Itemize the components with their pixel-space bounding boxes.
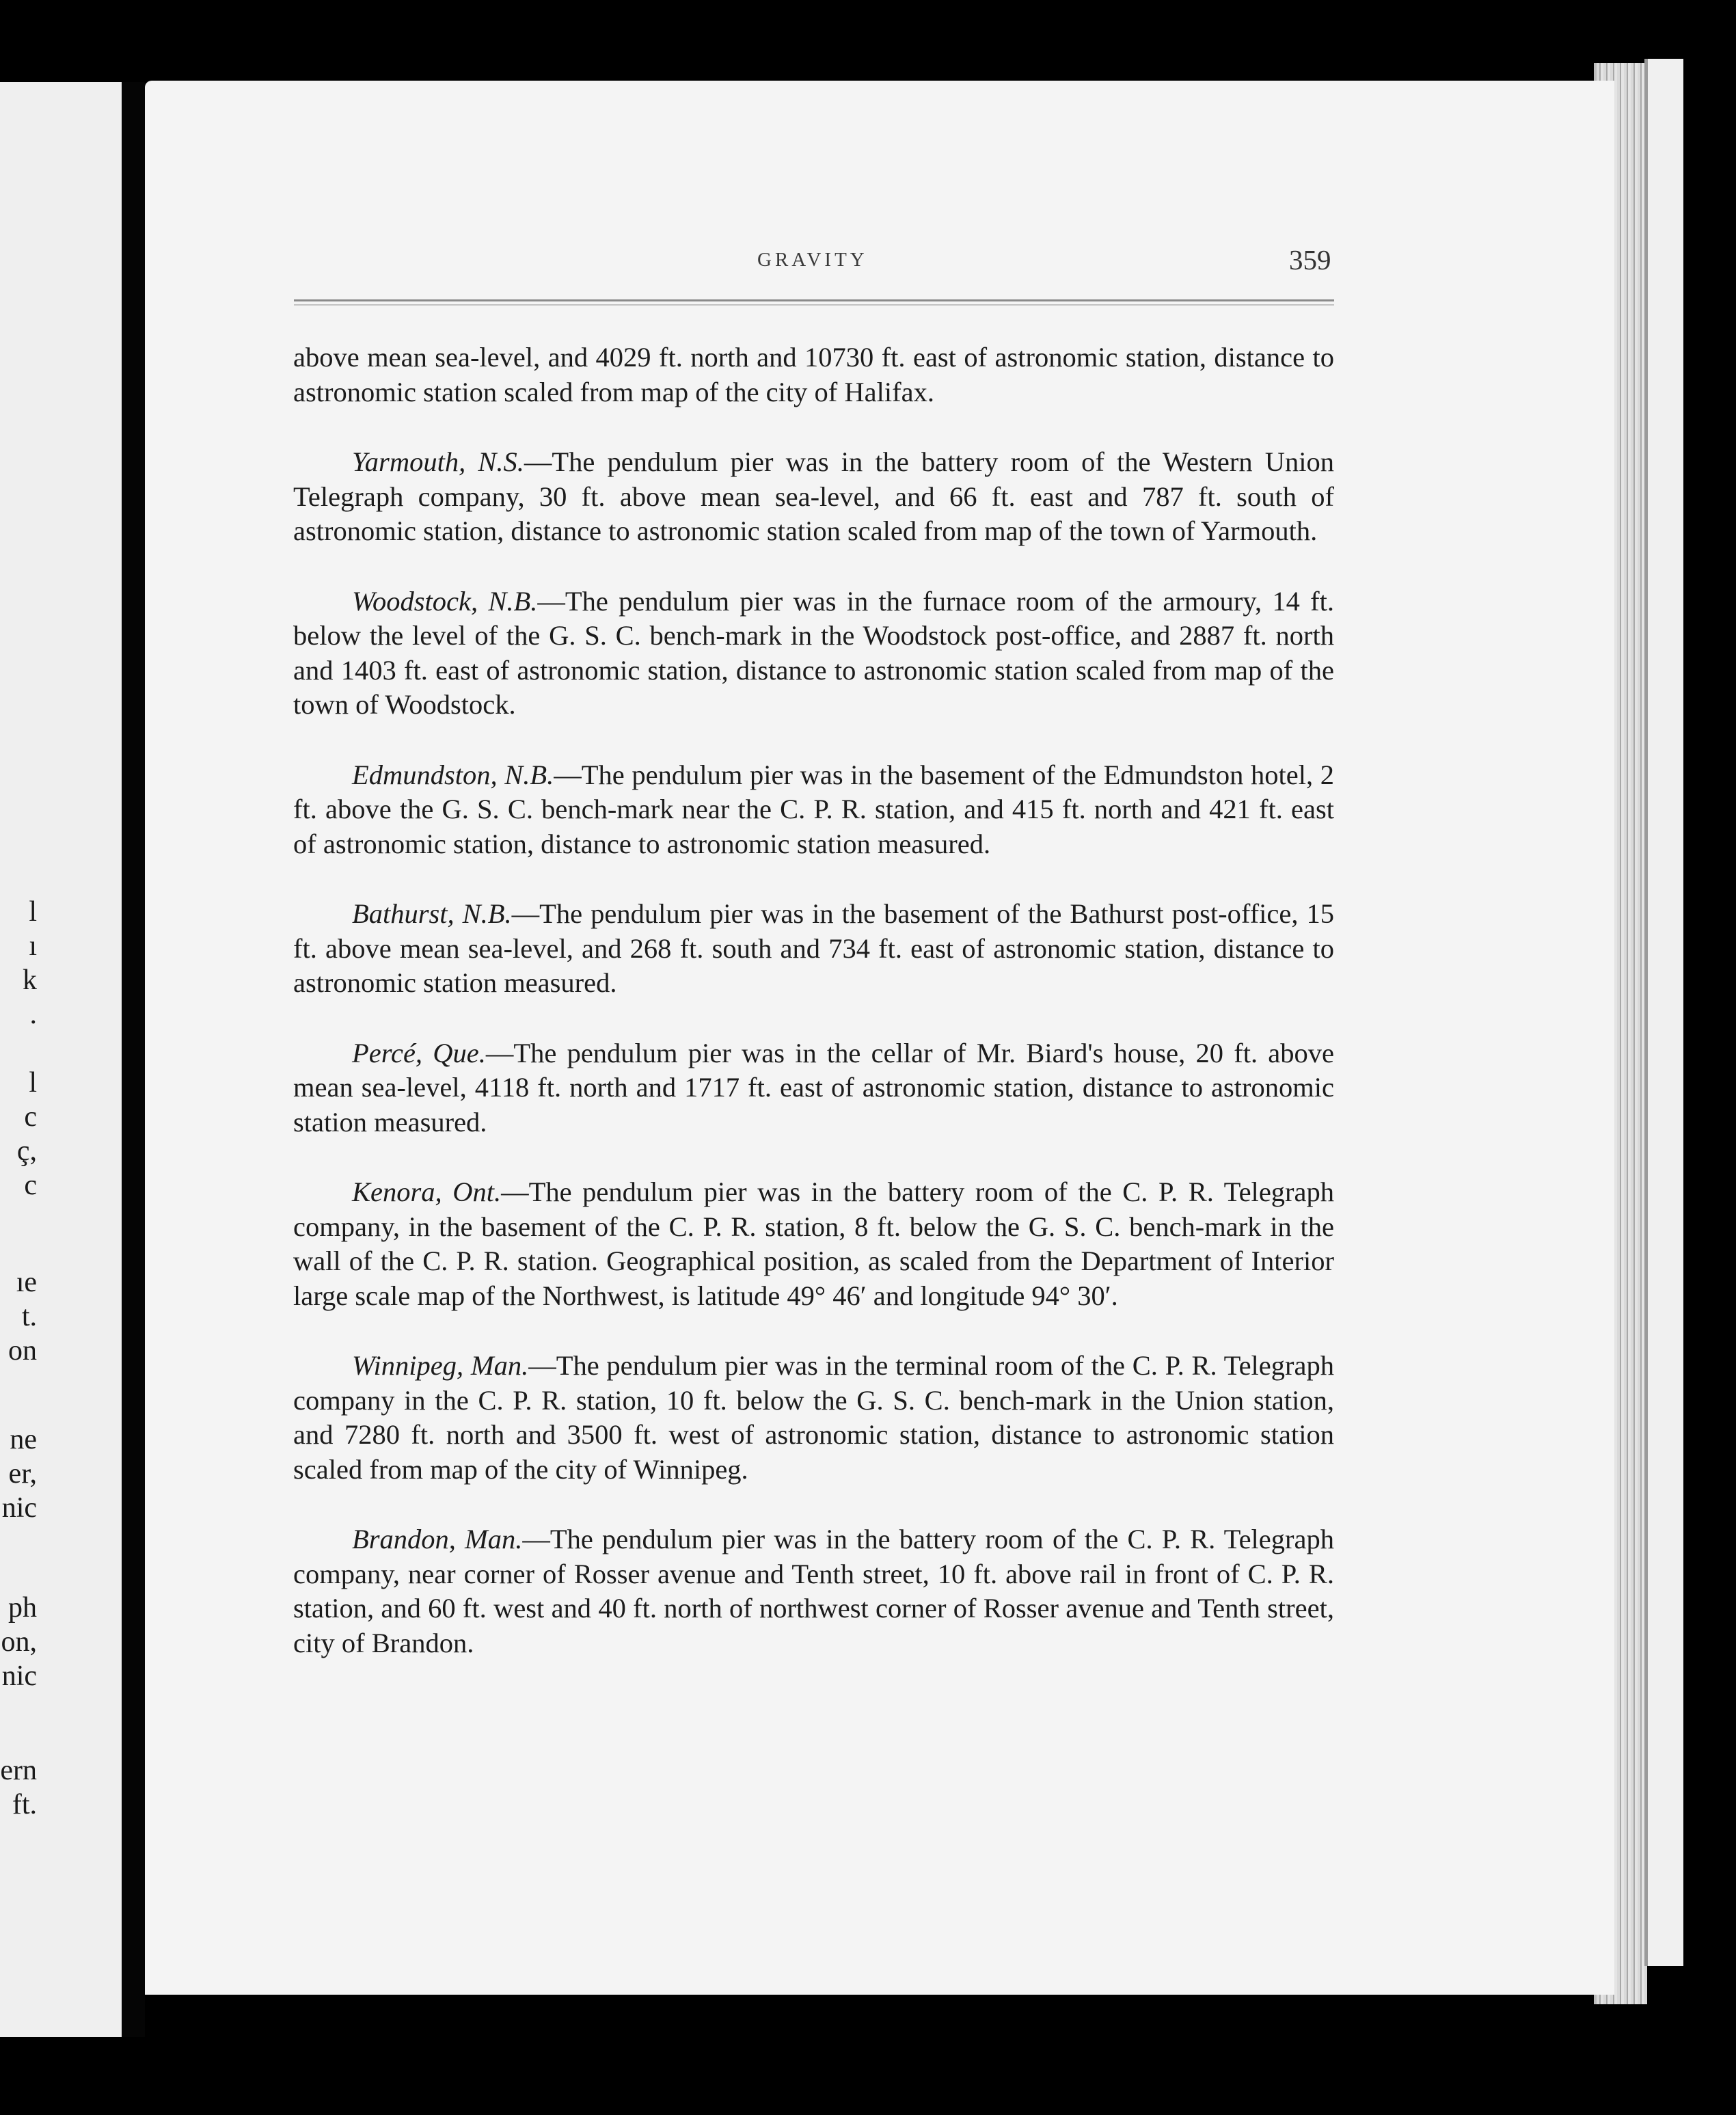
facing-page-fragment: l — [29, 896, 37, 928]
facing-page-fragment: l — [29, 1067, 37, 1099]
paragraph-text: —The pendulum pier was in the basement of the Edmundston hotel, 2 ft. above the G. S. C. bench-mark near the C. P. R. station, and 415 ft. north and 421 ft. east of astronomic station, distance to astronomic station measured. — [293, 759, 1334, 859]
paragraph-halifax-continued — [293, 340, 1334, 409]
paragraph-bathurst — [293, 897, 1334, 1001]
paragraph-text: —The pendulum pier was in the cellar of Mr. Biard's house, 20 ft. above mean sea-level, 4118 ft. north and 1717 ft. east of astronomic station, distance to astronomic station measured. — [293, 1037, 1334, 1137]
running-title: GRAVITY — [757, 249, 868, 271]
paragraph-text: —The pendulum pier was in the battery room of the Western Union Telegraph company, 30 ft. above mean sea-level, and 66 ft. east and 787 ft. south of astronomic station, distance to astronomic station scaled from map of the town of Yarmouth. — [293, 446, 1334, 546]
facing-page — [0, 82, 122, 2037]
facing-page-fragment: c — [24, 1170, 37, 1201]
station-name: Percé, Que. — [352, 1037, 486, 1068]
station-name: Winnipeg, Man. — [352, 1350, 529, 1381]
paragraph-winnipeg — [293, 1349, 1334, 1487]
paragraph-text: —The pendulum pier was in the battery room of the C. P. R. Telegraph company, near corner of Rosser avenue and Tenth street, 10 ft. above rail in front of C. P. R. station, and 60 ft. west and 40 ft. north of northwest corner of Rosser avenue and Tenth street, city of Brandon. — [293, 1524, 1334, 1658]
station-name: Kenora, Ont. — [352, 1176, 502, 1207]
page-number: 359 — [1289, 244, 1331, 275]
facing-page-fragment: c — [24, 1101, 37, 1133]
station-name: Yarmouth, N.S. — [352, 446, 524, 477]
facing-page-fragment: ı — [29, 930, 37, 962]
header-rule-shadow — [294, 304, 1334, 306]
running-head — [0, 243, 1736, 284]
paragraph-text: —The pendulum pier was in the basement of the Bathurst post-office, 15 ft. above mean sea-level, and 268 ft. south and 734 ft. east of astronomic station, distance to astronomic station measured. — [293, 898, 1334, 998]
paragraph-brandon — [293, 1522, 1334, 1660]
page-body-text — [293, 340, 1334, 1696]
paragraph-text: —The pendulum pier was in the terminal room of the C. P. R. Telegraph company in the C. P. R. station, 10 ft. below the G. S. C. bench-mark in the Union station, and 7280 ft. north and 3500 ft. west of astronomic station, distance to astronomic station scaled from map of the city of Winnipeg. — [293, 1350, 1334, 1485]
back-cover-edge — [1644, 59, 1683, 1966]
facing-page-fragment: on, — [1, 1626, 37, 1658]
station-name: Bathurst, N.B. — [352, 898, 512, 929]
book-spine-gutter — [122, 82, 145, 2037]
facing-page-fragment: ph — [8, 1592, 37, 1624]
paragraph-text: above mean sea-level, and 4029 ft. north and 10730 ft. east of astronomic station, distance to astronomic station scaled from map of the city of Halifax. — [293, 342, 1334, 407]
header-rule — [294, 299, 1334, 301]
facing-page-text-fragments — [0, 82, 122, 2037]
paragraph-text: —The pendulum pier was in the battery room of the C. P. R. Telegraph company, in the basement of the C. P. R. station, 8 ft. below the G. S. C. bench-mark in the wall of the C. P. R. station. Geographical position, as scaled from the Department of Interior large scale map of the Northwest, is latitude 49° 46′ and longitude 94° 30′. — [293, 1176, 1335, 1311]
facing-page-fragment: k — [23, 965, 37, 996]
facing-page-fragment: t. — [21, 1301, 37, 1332]
paragraph-woodstock — [293, 584, 1334, 723]
facing-page-fragment: ıe — [16, 1267, 37, 1298]
station-name: Brandon, Man. — [352, 1524, 523, 1554]
facing-page-fragment: ç, — [16, 1135, 37, 1167]
facing-page-fragment: . — [29, 999, 37, 1030]
facing-page-fragment: ern — [0, 1755, 37, 1786]
facing-page-fragment: ft. — [12, 1789, 37, 1820]
facing-page-fragment: er, — [8, 1458, 37, 1490]
station-name: Edmundston, N.B. — [352, 759, 554, 790]
facing-page-fragment: ne — [10, 1424, 37, 1455]
facing-page-fragment: on — [8, 1335, 37, 1366]
paragraph-edmundston — [293, 758, 1334, 862]
paragraph-kenora — [293, 1175, 1334, 1313]
facing-page-fragment: nic — [1, 1660, 37, 1692]
paragraph-yarmouth — [293, 445, 1334, 549]
station-name: Woodstock, N.B. — [352, 585, 538, 617]
paragraph-text: —The pendulum pier was in the furnace room of the armoury, 14 ft. below the level of the G. S. C. bench-mark in the Woodstock post-office, and 2887 ft. north and 1403 ft. east of astronomic station, distance to astronomic station scaled from map of the town of Woodstock. — [293, 585, 1334, 720]
paragraph-perce — [293, 1036, 1334, 1140]
facing-page-fragment: nic — [1, 1492, 37, 1524]
